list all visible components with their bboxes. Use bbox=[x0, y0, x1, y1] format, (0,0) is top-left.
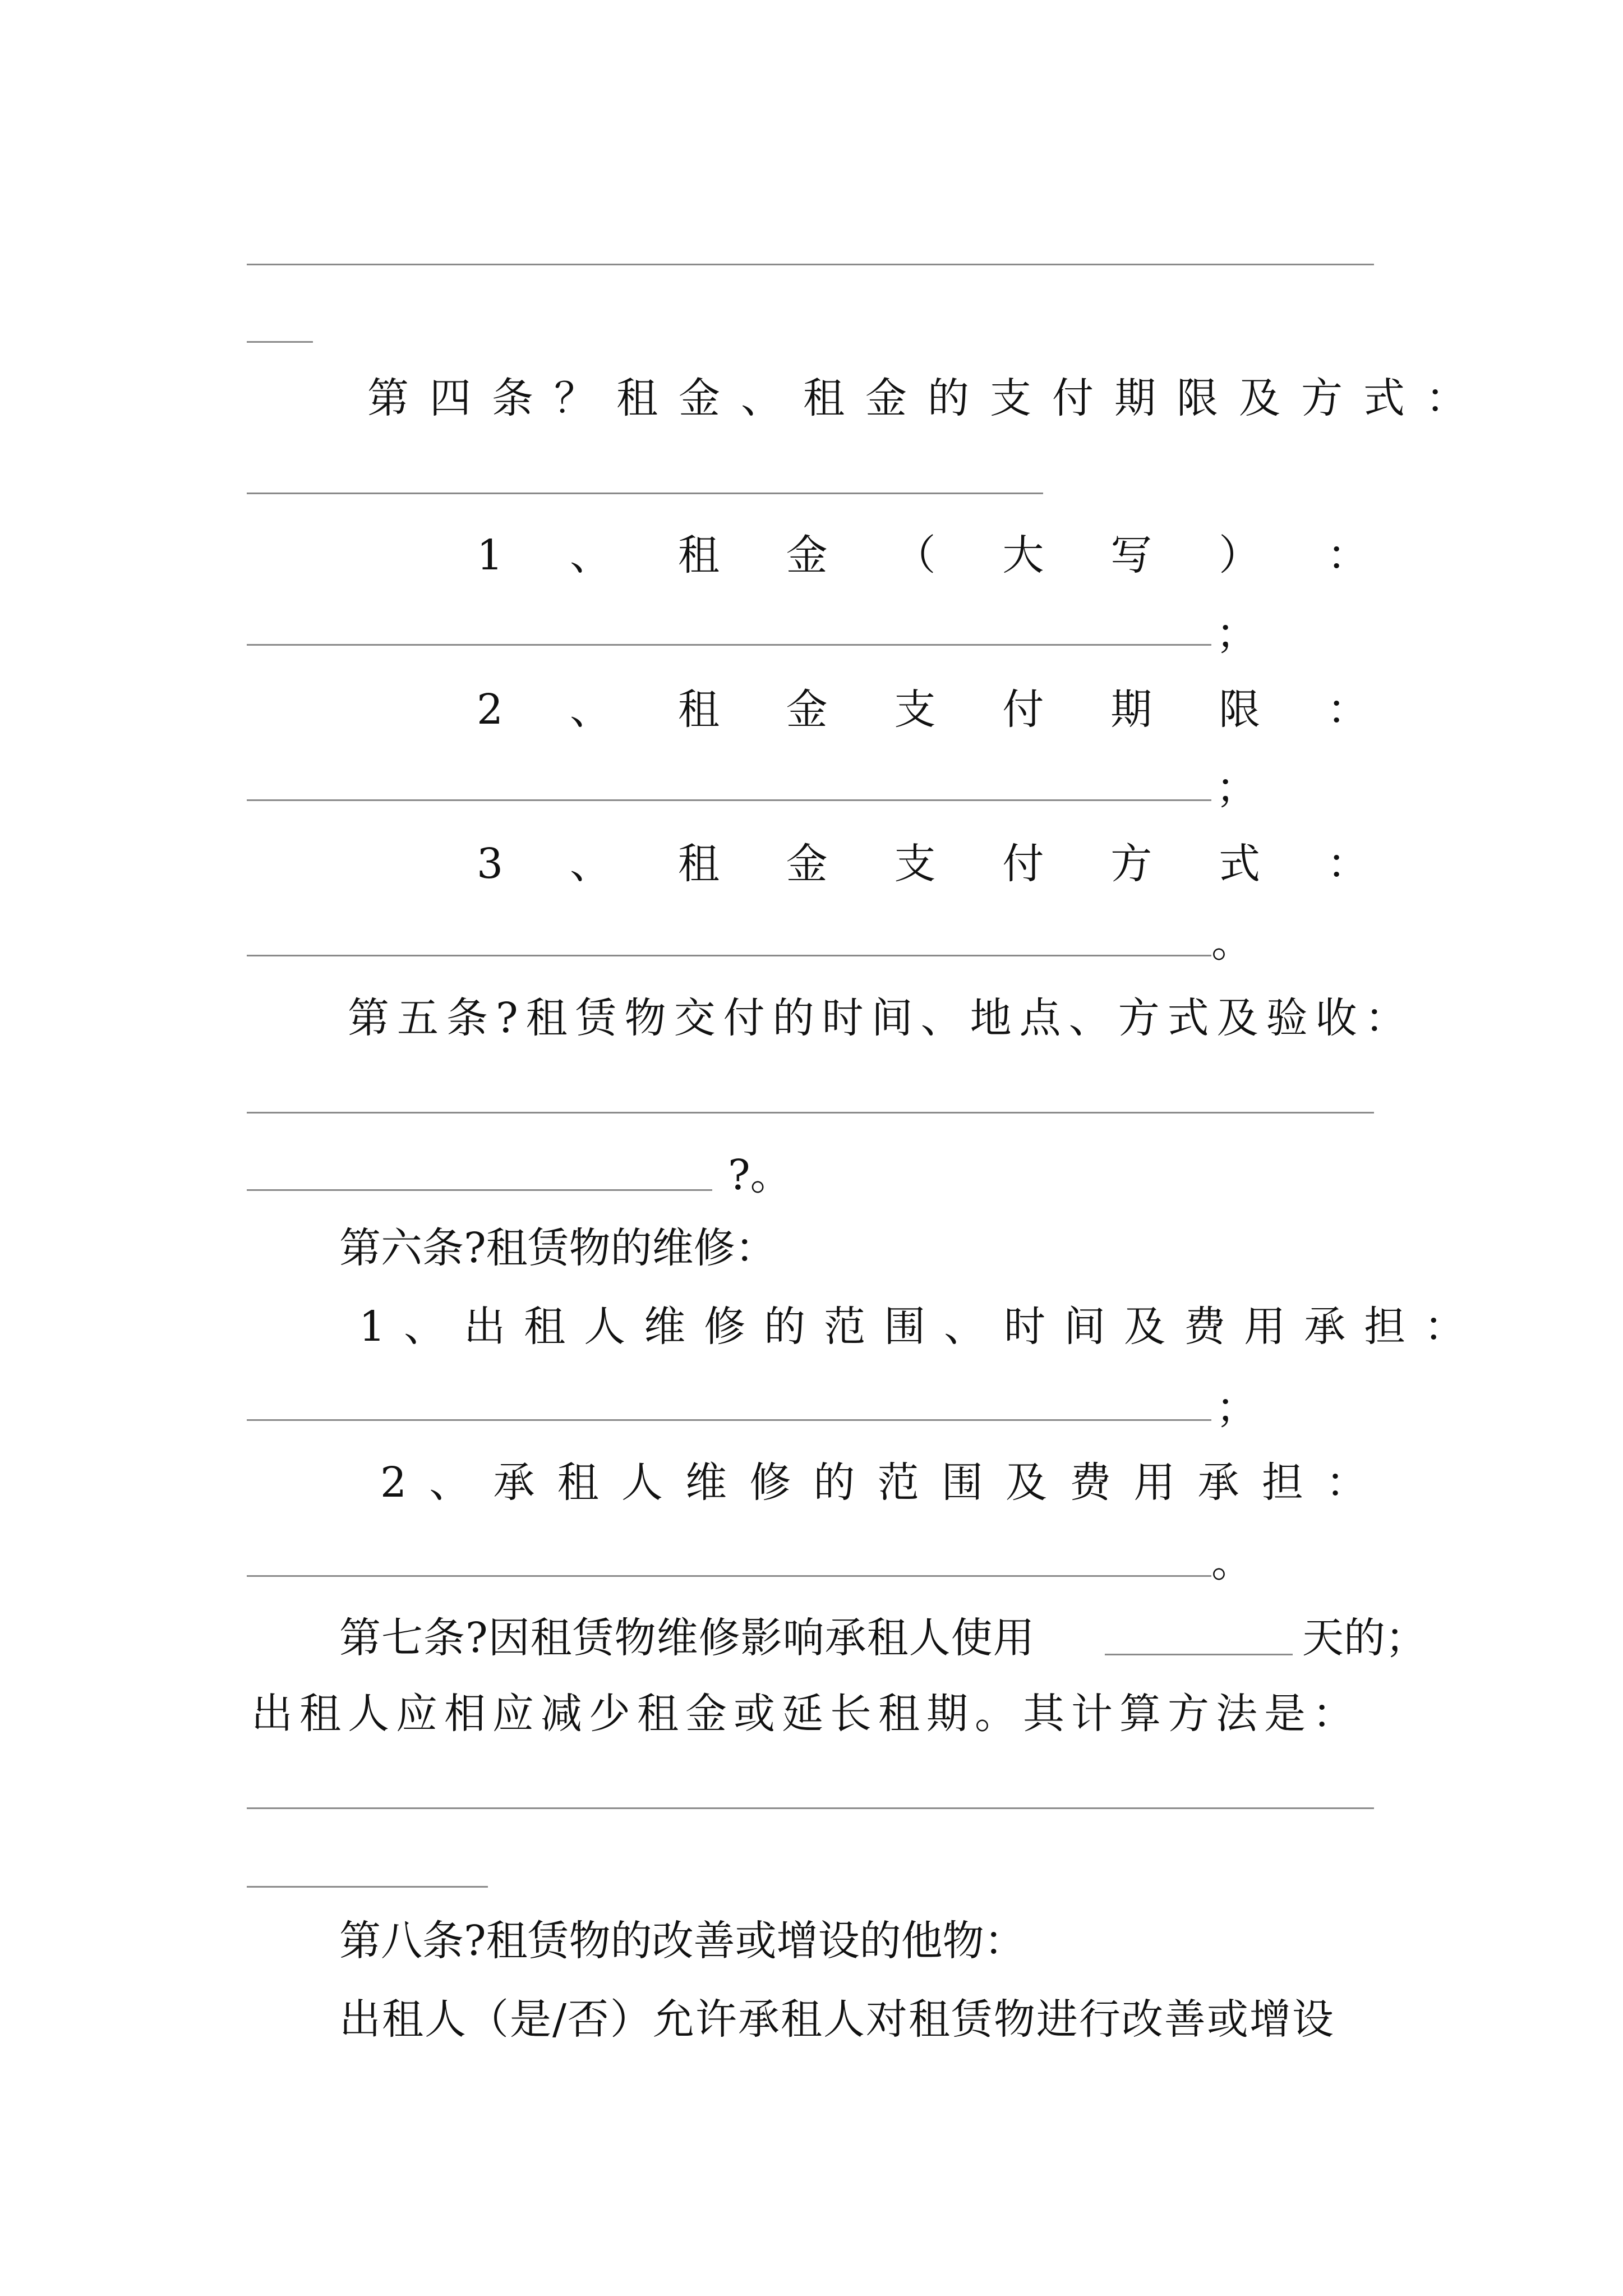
char: 修 bbox=[749, 1458, 791, 1507]
article-8-line-1: 出租人（是/否）允许承租人对租赁物进行改善或增设 bbox=[339, 1995, 1335, 2044]
char: 、 bbox=[569, 840, 611, 888]
char: 、 bbox=[429, 1458, 471, 1507]
blank-line-top[interactable] bbox=[247, 264, 1374, 265]
char: 租 bbox=[677, 531, 720, 579]
char: 大 bbox=[1002, 531, 1044, 579]
char: 方 bbox=[1110, 840, 1152, 888]
char: 、 bbox=[569, 531, 611, 579]
char: 范 bbox=[877, 1458, 919, 1507]
char: 的 bbox=[813, 1458, 855, 1507]
char: ） bbox=[1219, 531, 1261, 579]
char: 2 bbox=[477, 685, 504, 734]
char: 期 bbox=[1110, 685, 1152, 734]
char: 承 bbox=[1197, 1458, 1239, 1507]
char: 、 bbox=[569, 685, 611, 734]
char: ： bbox=[1326, 840, 1368, 888]
article-4-item-3-blank[interactable] bbox=[247, 955, 1211, 956]
char: 担 bbox=[1261, 1458, 1303, 1507]
char: 维 bbox=[685, 1458, 727, 1507]
char: 1 bbox=[477, 531, 504, 579]
article-8-heading: 第八条?租赁物的改善或增设的他物： bbox=[339, 1917, 1026, 1965]
char: 式 bbox=[1219, 840, 1261, 888]
char: 限 bbox=[1219, 685, 1261, 734]
article-6-heading: 第六条?租赁物的维修： bbox=[339, 1224, 777, 1272]
article-7-days-blank[interactable] bbox=[1105, 1654, 1293, 1655]
char: ： bbox=[1326, 531, 1368, 579]
article-6-item-2-blank[interactable] bbox=[247, 1575, 1211, 1577]
article-5-blank-1[interactable] bbox=[247, 1112, 1374, 1114]
char: 承 bbox=[493, 1458, 535, 1507]
article-4-item-3-label bbox=[477, 833, 1368, 895]
char: 3 bbox=[477, 840, 504, 888]
char: 支 bbox=[894, 840, 936, 888]
article-6-item-1-blank[interactable] bbox=[247, 1419, 1211, 1421]
char: 金 bbox=[786, 531, 828, 579]
article-5-blank-2[interactable] bbox=[247, 1189, 712, 1191]
article-4-item-1-label bbox=[477, 524, 1368, 586]
char: 租 bbox=[557, 1458, 599, 1507]
char: 金 bbox=[786, 685, 828, 734]
char: ： bbox=[1325, 1458, 1367, 1507]
char: 及 bbox=[1005, 1458, 1047, 1507]
char: 围 bbox=[941, 1458, 983, 1507]
char: 租 bbox=[677, 685, 720, 734]
period: 。 bbox=[1211, 1538, 1253, 1586]
char: 支 bbox=[894, 685, 936, 734]
period: 。 bbox=[1211, 918, 1253, 967]
semicolon: ； bbox=[1216, 1384, 1257, 1432]
char: 租 bbox=[677, 840, 720, 888]
char: 付 bbox=[1002, 685, 1044, 734]
char: ： bbox=[1326, 685, 1368, 734]
char: 付 bbox=[1002, 840, 1044, 888]
article-4-item-2-label bbox=[477, 679, 1368, 740]
semicolon: ； bbox=[1216, 764, 1257, 812]
article-4-blank[interactable] bbox=[247, 493, 1043, 494]
char: （ bbox=[894, 531, 936, 579]
article-5-tail: ?。 bbox=[728, 1151, 792, 1199]
char: 人 bbox=[621, 1458, 663, 1507]
char: 2 bbox=[380, 1458, 407, 1507]
char: 用 bbox=[1133, 1458, 1175, 1507]
article-7-part-1: 第七条?因租赁物维修影响承租人使用 bbox=[339, 1614, 1035, 1662]
char: 费 bbox=[1069, 1458, 1112, 1507]
article-4-item-2-blank[interactable] bbox=[247, 799, 1211, 801]
article-7-part-2: 天的； bbox=[1302, 1614, 1427, 1662]
semicolon: ； bbox=[1216, 610, 1257, 658]
article-7-line-2: 出租人应相应减少租金或延长租期。其计算方法是： bbox=[251, 1690, 1361, 1738]
article-4-item-1-blank[interactable] bbox=[247, 644, 1211, 646]
char: 写 bbox=[1110, 531, 1152, 579]
article-4-heading: 第四条？租金、租金的支付期限及方式： bbox=[367, 374, 1488, 422]
char: 金 bbox=[786, 840, 828, 888]
article-7-blank-1[interactable] bbox=[247, 1807, 1374, 1809]
blank-line-top-short[interactable] bbox=[247, 341, 313, 343]
article-6-item-2-label bbox=[380, 1452, 1367, 1513]
article-7-blank-2[interactable] bbox=[247, 1886, 488, 1888]
article-6-item-1-label: 1、出租人维修的范围、时间及费用承担： bbox=[359, 1303, 1484, 1351]
article-5-heading: 第五条?租赁物交付的时间、地点、方式及验收： bbox=[348, 994, 1414, 1042]
